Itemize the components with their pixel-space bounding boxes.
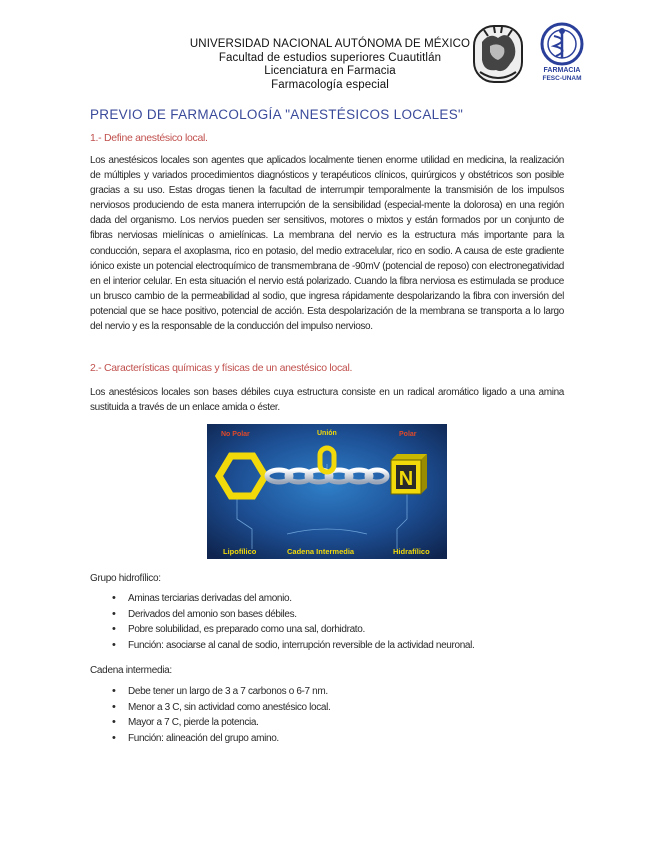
logo-text-fesc: FESC-UNAM (542, 75, 582, 82)
header-line-university: UNIVERSIDAD NACIONAL AUTÓNOMA DE MÉXICO (189, 38, 471, 50)
label-hidrofilico: Hidrafílico (393, 547, 430, 556)
local-anesthetic-structure-diagram (207, 424, 447, 559)
header-line-course: Farmacología especial (271, 78, 389, 91)
fesc-farmacia-logo (536, 22, 588, 82)
unam-seal-logo (468, 22, 528, 88)
list-item: • Derivados del amonio son bases débiles. (100, 607, 474, 623)
list-item: • Aminas terciarias derivadas del amonio. (100, 591, 474, 607)
hydrophilic-group-title: Grupo hidrofílico: (90, 573, 161, 584)
list-item: • Mayor a 7 C, pierde la potencia. (100, 715, 330, 731)
header-line-faculty: Facultad de estudios superiores Cuautitlán (218, 51, 442, 64)
university-header (150, 38, 510, 92)
list-item: • Función: alineación del grupo amino. (100, 731, 330, 747)
header-line-degree: Licenciatura en Farmacia (264, 65, 396, 77)
section-2-paragraph: Los anestésicos locales son bases débiles cuya estructura consiste en un radical aromático ligado a una amina sustituida a través de un enlace amida o éster. (90, 387, 564, 414)
list-item: • Debe tener un largo de 3 a 7 carbonos o 6-7 nm. (100, 684, 330, 700)
label-polar: Polar (399, 431, 417, 438)
list-item: • Función: asociarse al canal de sodio, interrupción reversible de la actividad neuronal. (100, 638, 474, 654)
list-item: • Menor a 3 C, sin actividad como anestésico local. (100, 700, 330, 716)
list-item: • Pobre solubilidad, es preparado como una sal, dorhidrato. (100, 622, 474, 638)
document-title: PREVIO DE FARMACOLOGÍA "ANESTÉSICOS LOCALES" (90, 107, 464, 122)
section-1-heading: 1.- Define anestésico local. (90, 132, 208, 144)
amine-n-letter: N (398, 468, 414, 490)
intermediate-chain-list (100, 684, 330, 746)
label-no-polar: No Polar (221, 431, 250, 438)
label-union: Unión (317, 430, 337, 437)
section-2-heading: 2.- Características químicas y físicas de un anestésico local. (90, 362, 353, 374)
label-cadena-intermedia: Cadena Intermedia (287, 547, 355, 556)
intermediate-chain-title: Cadena intermedia: (90, 665, 172, 676)
label-lipofilico: Lipofílico (223, 547, 257, 556)
logo-text-farmacia: FARMACIA (543, 67, 581, 74)
section-1-paragraph: Los anestésicos locales son agentes que aplicados localmente tienen enorme utilidad en medicina, la realización de múltiples y variados procedimientos diagnósticos y terapéuticos clínicos, quirúrgicos y obstétricos son posible gracias a su uso. Estas drogas tienen la facultad de interrumpir temporalmente la transmisión de los impulsos nerviosos produciendo de esta manera interrupción de la sensibilidad (especial-mente la dolorosa) en una región dada del organismo. Los nervios pueden ser sensitivos, motores o mixtos y están formados por un conjunto de fibras nerviosas mielínicas o amielínicas. La membrana del nervio es la estructura más importante para la conducción, separa el axoplasma, rico en potasio, del medio extracelular, rico en sodio. A causa de este gradiente iónico existe un potencial electroquímico de transmembrana de -90mV (potencial de reposo) con electronegatividad en el interior celular. En esta situación el nervio está polarizado. Cuando la fibra nerviosa es estimulada se produce un brusco cambio de la permeabilidad al sodio, que ingresa rápidamente despolarizando la fibra con inversión del potencial que se hace positivo, potencial de acción. Esta despolarización de la membrana se transporta a lo largo del nervio y es la responsable de la conducción del impulso nervioso. (90, 155, 564, 333)
hydrophilic-list (100, 591, 474, 653)
